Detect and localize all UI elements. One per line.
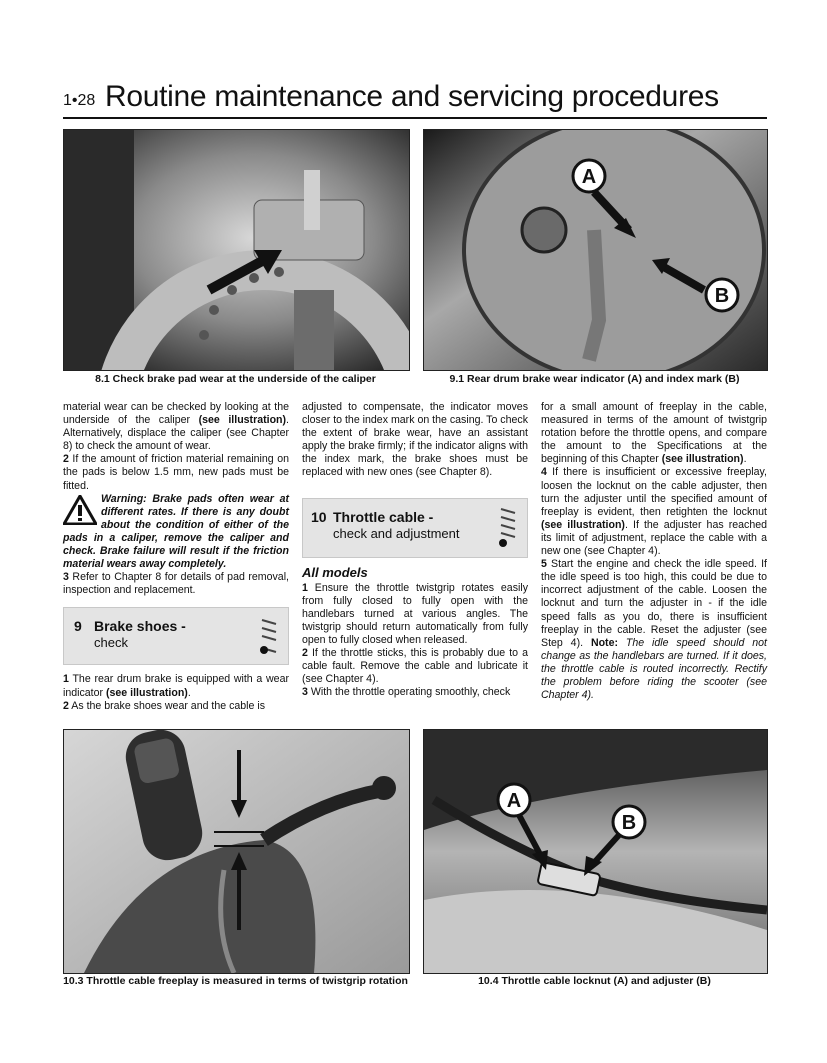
- warning-triangle-icon: [63, 495, 97, 525]
- text-column-3: [541, 401, 767, 702]
- paragraph: 2 If the amount of friction material remaining on the pads is below 1.5 mm, new pads must be fitted.: [63, 453, 289, 492]
- page-title: Routine maintenance and servicing procedures: [105, 80, 719, 113]
- figure-caption-10-4: 10.4 Throttle cable locknut (A) and adjuster (B): [478, 975, 711, 987]
- paragraph: adjusted to compensate, the indicator moves closer to the index mark on the casing. To check the extent of brake wear, have an assistant apply the brake firmly; if the indicator aligns with the index mark, the brake shoes must be replaced with new ones (see Chapter 8).: [302, 401, 528, 479]
- paragraph: 1 Ensure the throttle twistgrip rotates easily from fully closed to fully open with the handlebars turned at various angles. The twistgrip should return automatically from fully open to fully closed when released.: [302, 581, 528, 647]
- brake-caliper-image: [64, 130, 409, 370]
- throttle-twistgrip-image: [64, 730, 409, 973]
- text-column-2: [302, 401, 528, 700]
- paragraph: for a small amount of freeplay in the cable, measured in terms of the amount of twistgrip rotation before the throttle opens, and compare the amount to the Specifications at the beginning of this Chapter (see illustration).: [541, 401, 767, 466]
- figure-caption-9-1: 9.1 Rear drum brake wear indicator (A) and index mark (B): [449, 373, 740, 385]
- photo-brake-caliper: [63, 129, 410, 371]
- page-header: [63, 80, 766, 120]
- paragraph: 5 Start the engine and check the idle speed. If the idle speed is too high, this could be due to incorrect adjustment of the cable. Loosen the locknut and turn the adjuster in - if the idle speed falls as you do, there is insufficient freeplay in the cable. Reset the adjuster (see Step 4). Note: The idle speed should not change as the handlebars are turned. If it does, the throttle cable is routed incorrectly. Rectify the problem before riding the scooter (see Chapter 4).: [541, 558, 767, 702]
- drum-brake-image: [424, 130, 767, 370]
- photo-throttle-twistgrip: [63, 729, 410, 974]
- paragraph: 3 With the throttle operating smoothly, check: [302, 686, 511, 699]
- callout-b: B: [714, 285, 730, 307]
- text-column-1: [63, 401, 289, 713]
- paragraph: 1 The rear drum brake is equipped with a wear indicator (see illustration).: [63, 673, 289, 699]
- section-heading-throttle-cable: 10 Throttle cable - check and adjustment: [302, 498, 528, 558]
- section-heading-brake-shoes: 9 Brake shoes - check: [63, 607, 289, 665]
- paragraph: material wear can be checked by looking at the underside of the caliper (see illustration). Alternatively, displace the caliper (see Chapter 8) to check the amount of wear.: [63, 401, 289, 453]
- spanner-rating-icon: [497, 505, 519, 549]
- callout-b: B: [621, 812, 637, 834]
- header-rule: [63, 117, 767, 119]
- paragraph: 3 Refer to Chapter 8 for details of pad removal, inspection and replacement.: [63, 571, 289, 597]
- figure-caption-10-3: 10.3 Throttle cable freeplay is measured in terms of twistgrip rotation: [63, 975, 408, 987]
- callout-a: A: [581, 166, 597, 188]
- paragraph: 4 If there is insufficient or excessive freeplay, loosen the locknut on the cable adjuster, then turn the adjuster until the specified amount of freeplay is evident, then retighten the locknut (see illustration). If the adjuster has reached its limit of adjustment, replace the cable with a new one (see Chapter 4).: [541, 466, 767, 558]
- subheading-all-models: All models: [302, 564, 368, 580]
- photo-throttle-locknut: [423, 729, 768, 974]
- paragraph: 2 As the brake shoes wear and the cable is: [63, 699, 266, 712]
- spanner-rating-icon: [258, 614, 280, 658]
- page-number: 1•28: [63, 92, 96, 109]
- throttle-locknut-image: [424, 730, 767, 973]
- photo-drum-brake: [423, 129, 768, 371]
- callout-a: A: [506, 790, 522, 812]
- figure-caption-8-1: 8.1 Check brake pad wear at the underside of the caliper: [95, 373, 376, 385]
- warning-note: Warning: Brake pads often wear at different rates. If there is any doubt about the condition of either of the pads in a caliper, remove the caliper and check. Brake failure will result if the friction material wears away completely.: [63, 492, 289, 571]
- paragraph: 2 If the throttle sticks, this is probably due to a cable fault. Remove the cable and lubricate it (see Chapter 4).: [302, 647, 528, 686]
